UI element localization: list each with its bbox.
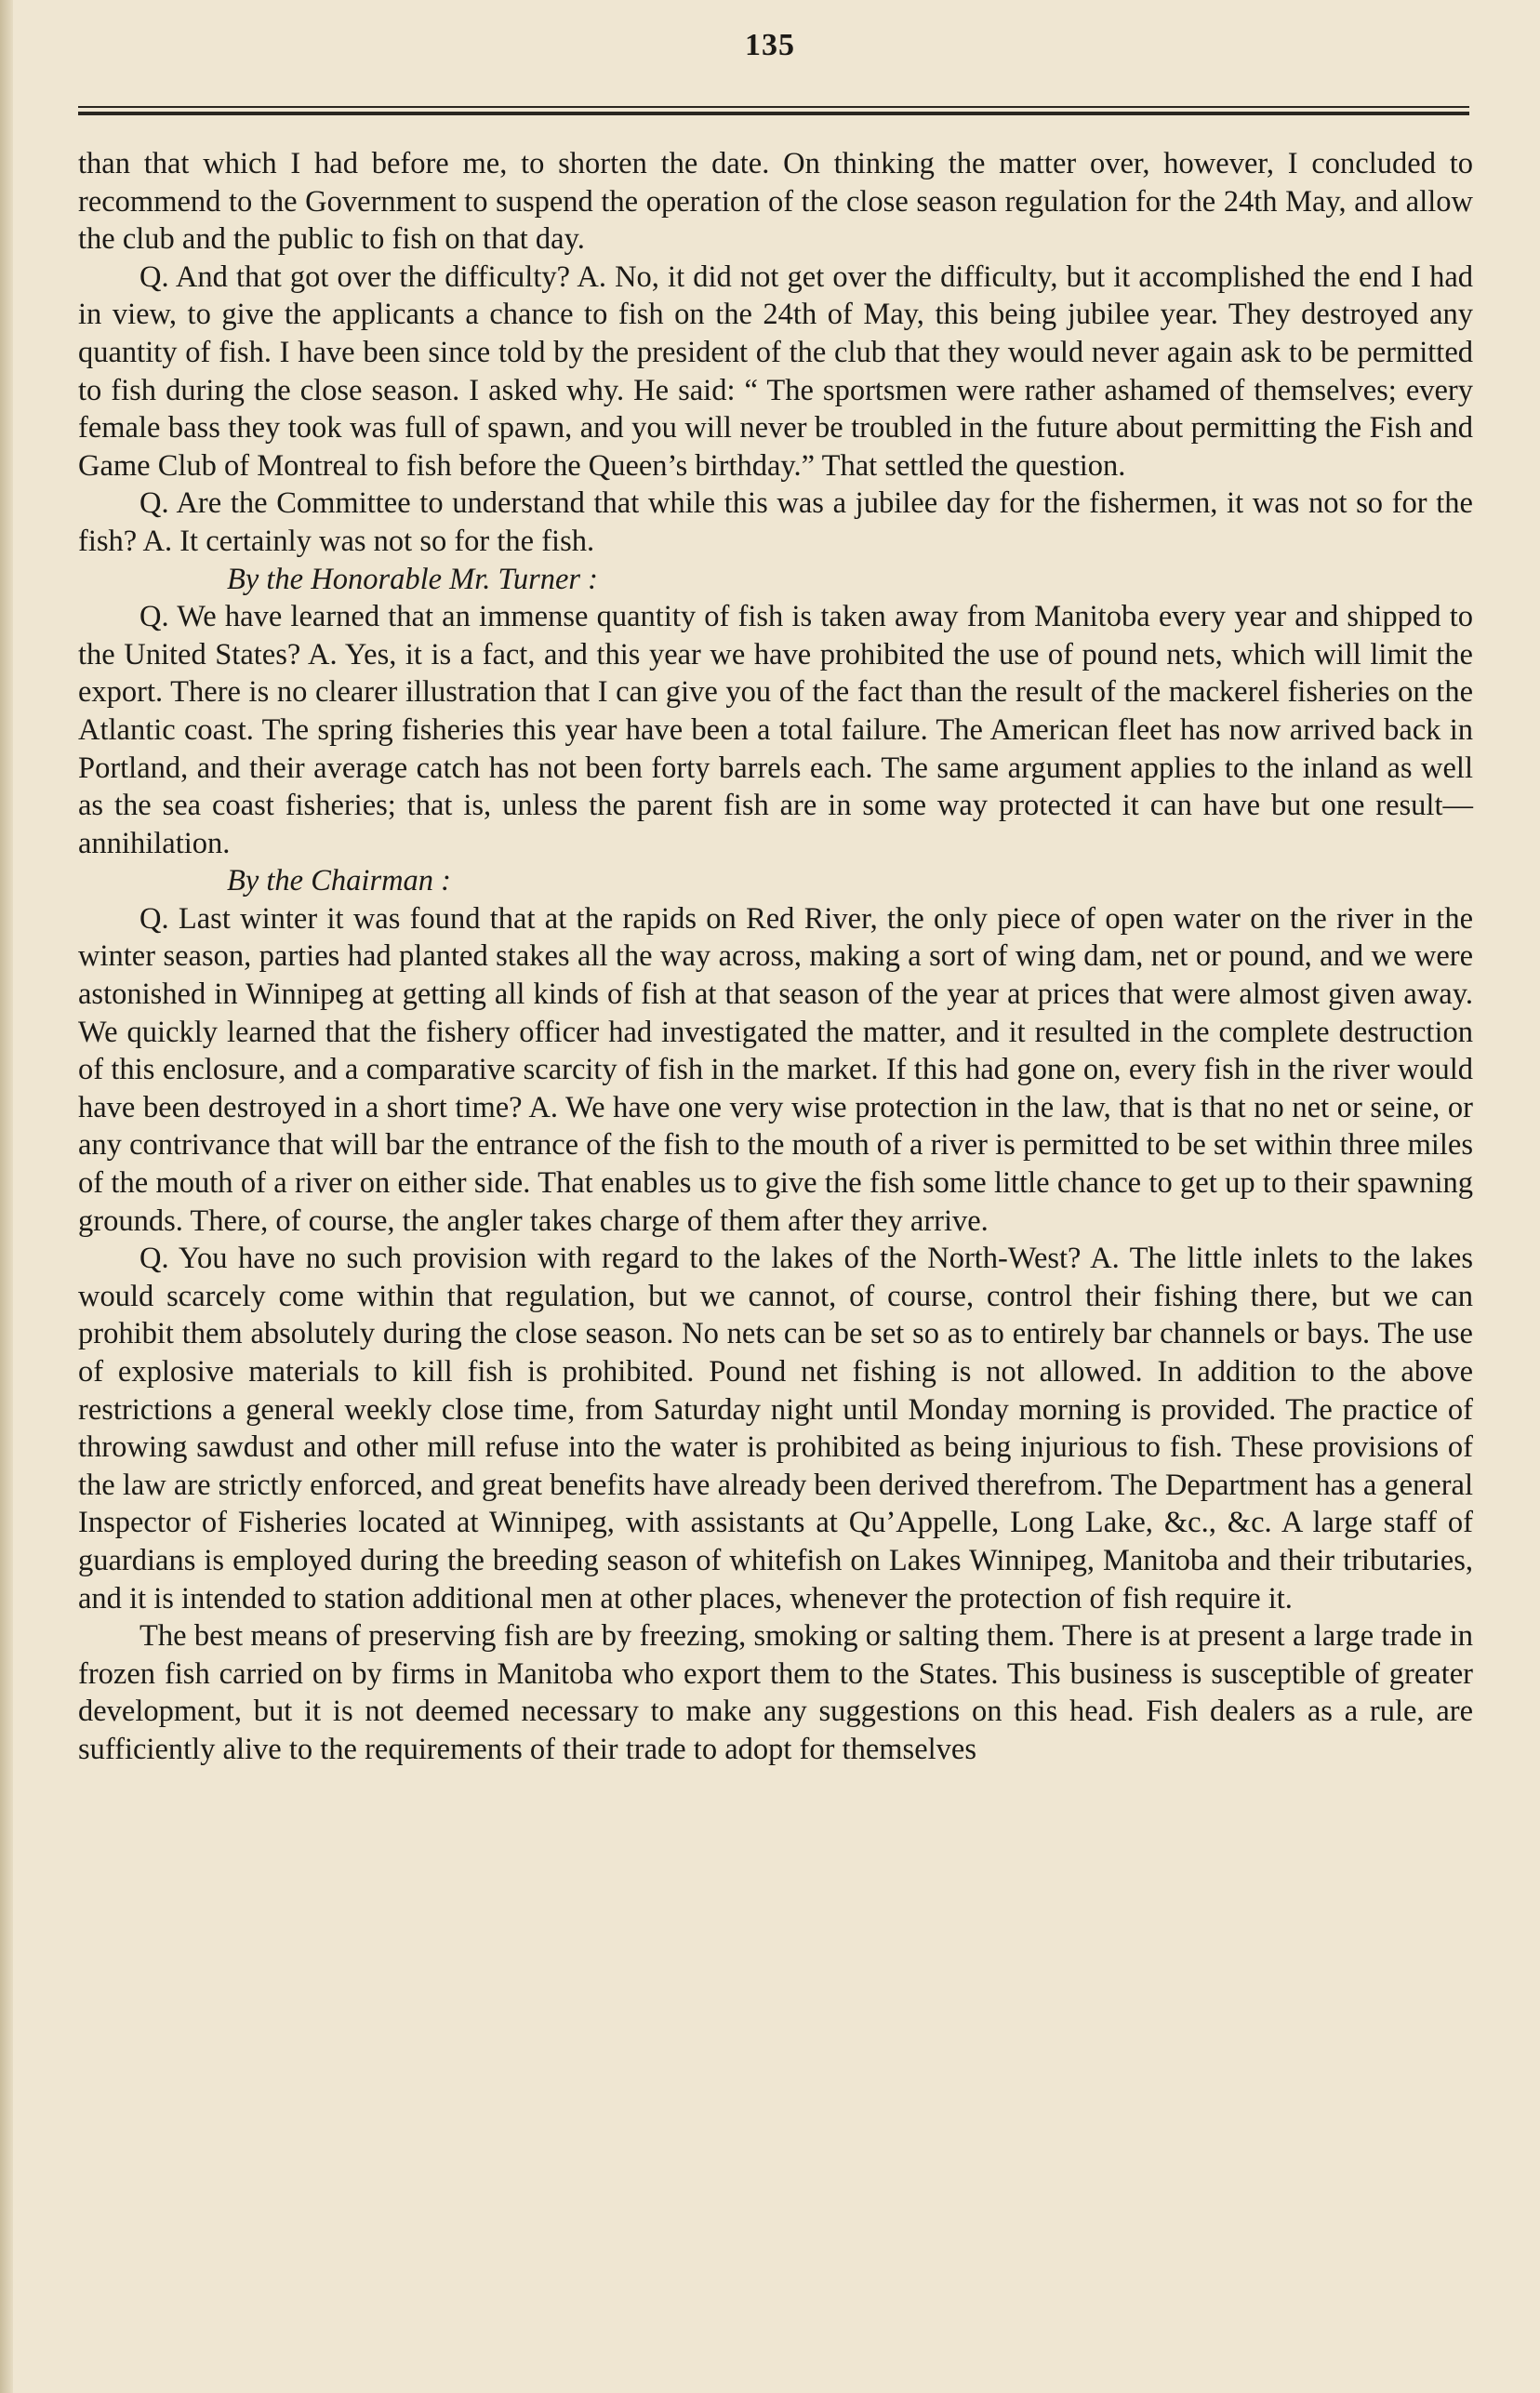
page-edge-shadow [0,0,13,2393]
paragraph-preserving-fish: The best means of preserving fish are by freezing, smoking or salting them. There is at present a large trade in frozen fish carried on by firms in Manitoba who export them to the States. This business is susceptible of greater development, but it is not deemed necessary to make any suggestions on this head. Fish dealers as a rule, are sufficiently alive to the requirements of their trade to adopt for themselves [78,1619,1473,1766]
header-rule-thin [78,106,1469,108]
paragraph-question-jubilee: Q. Are the Committee to understand that while this was a jubilee day for the fishermen, it was not so for the fish? A. It certainly was not so for the fish. [78,486,1473,558]
page-number: 135 [745,28,795,62]
paragraph-question-manitoba-export: Q. We have learned that an immense quantity of fish is taken away from Manitoba every year and shipped to the United States? A. Yes, it is a fact, and this year we have prohibited the use of pound nets, which will limit the export. There is no clearer illustration that I can give you of the fact than the result of the mackerel fisheries on the Atlantic coast. The spring fisheries this year have been a total failure. The American fleet has now arrived back in Portland, and their average catch has not been forty barrels each. The same argument applies to the inland as well as the sea coast fisheries; that is, unless the parent fish are in some way protected it can have but one result—annihilation. [78,600,1473,860]
paragraph-question-north-west-lakes: Q. You have no such provision with regard to the lakes of the North-West? A. The little inlets to the lakes would scarcely come within that regulation, but we cannot, of course, control their fishing there, but we can prohibit them absolutely during the close season. No nets can be set so as to entirely bar channels or bays. The use of explosive materials to kill fish is prohibited. Pound net fishing is not allowed. In addition to the above restrictions a general weekly close time, from Saturday night until Monday morning is provided. The practice of throwing sawdust and other mill refuse into the water is prohibited as being injurious to fish. These provisions of the law are strictly enforced, and great benefits have already been derived therefrom. The Department has a general Inspector of Fisheries located at Winnipeg, with assistants at Qu’Appelle, Long Lake, &c., &c. A large staff of guardians is employed during the breeding season of whitefish on Lakes Winnipeg, Manitoba and their tributaries, and it is intended to station additional men at other places, whenever the protection of fish require it. [78,1242,1473,1615]
paragraph-continuation: than that which I had before me, to shorten the date. On thinking the matter over, however, I concluded to recommend to the Government to suspend the operation of the close season regulation for the 24th May, and allow the club and the public to fish on that day. [78,147,1473,257]
body-text [78,145,1473,1769]
paragraph-question-difficulty: Q. And that got over the difficulty? A. No, it did not get over the difficulty, but it accomplished the end I had in view, to give the applicants a chance to fish on the 24th of May, this being jubilee year. They destroyed any quantity of fish. I have been since told by the president of the club that they would never again ask to be permitted to fish during the close season. I asked why. He said: “ The sportsmen were rather ashamed of themselves; every female bass they took was full of spawn, and you will never be troubled in the future about permitting the Fish and Game Club of Montreal to fish before the Queen’s birthday.” That settled the question. [78,259,1473,483]
paragraph-question-red-river: Q. Last winter it was found that at the rapids on Red River, the only piece of open water on the river in the winter season, parties had planted stakes all the way across, making a sort of wing dam, net or pound, and we were astonished in Winnipeg at getting all kinds of fish at that season of the year at prices that were almost given away. We quickly learned that the fishery officer had investigated the matter, and it resulted in the complete destruction of this enclosure, and a comparative scarcity of fish in the market. If this had gone on, every fish in the river would have been destroyed in a short time? A. We have one very wise protection in the law, that is that no net or seine, or any contrivance that will bar the entrance of the fish to the mouth of a river is permitted to be set within three miles of the mouth of a river on either side. That enables us to give the fish some little chance to get up to their spawning grounds. There, of course, the angler takes charge of them after they arrive. [78,901,1473,1238]
header-rule-thick [78,112,1469,115]
speaker-heading-turner: By the Honorable Mr. Turner : [227,562,598,596]
speaker-heading-chairman: By the Chairman : [227,864,452,898]
